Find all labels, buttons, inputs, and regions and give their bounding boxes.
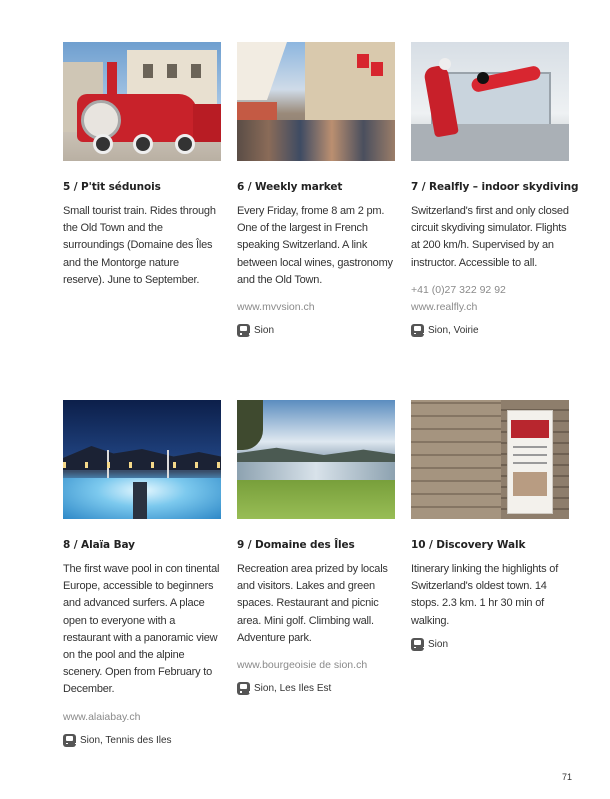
bus-stop-icon: [237, 682, 250, 695]
photo-lake: [237, 400, 395, 519]
card-domaine-des-iles: [237, 400, 395, 695]
photo-market: [237, 42, 395, 161]
bus-stop-icon: [63, 734, 76, 747]
card-description: Every Friday, frome 8 am 2 pm. One of the largest in French speaking Switzerland. A link between local wines, gastronomy and the Old Town.: [237, 205, 393, 286]
card-title: 6 / Weekly market: [237, 181, 343, 193]
card-description: Small tourist train. Rides through the Old Town and the surroundings (Domaine des Îles and the Montorge nature reserve). June to September.: [63, 205, 216, 286]
card-title: 7 / Realfly – indoor skydiving: [411, 181, 579, 193]
photo-skydiving: [411, 42, 569, 161]
card-phone[interactable]: +41 (0)27 322 92 92: [411, 283, 506, 296]
card-description: Itinerary linking the highlights of Switzerland's oldest town. 14 stops. 2.3 km. 1 hr 30 min of walking.: [411, 563, 559, 627]
card-description: The first wave pool in con tinental Europe, accessible to beginners and advanced surfers. A place open to everyone with a restaurant with a panoramic view on the pool and the alpine scenery. Open from February to December.: [63, 563, 220, 696]
card-description: Recreation area prized by locals and visitors. Lakes and green spaces. Restaurant and picnic area. Mini golf. Climbing wall. Adventure park.: [237, 563, 388, 644]
location-label: Sion: [254, 325, 275, 337]
card-title: 5 / P'tit sédunois: [63, 181, 161, 193]
page-number: 71: [562, 772, 573, 782]
location-label: Sion, Les Iles Est: [254, 683, 332, 695]
card-alaia-bay: [63, 400, 221, 747]
location-label: Sion, Tennis des Iles: [80, 734, 172, 746]
card-location: [237, 682, 395, 695]
card-discovery-walk: [411, 400, 569, 651]
location-label: Sion: [428, 638, 449, 650]
card-location: [411, 638, 569, 651]
bus-stop-icon: [411, 638, 424, 651]
card-title: 10 / Discovery Walk: [411, 539, 526, 551]
card-ptit-sedunois: [63, 42, 221, 289]
card-website-link[interactable]: www.bourgeoisie de sion.ch: [237, 659, 368, 672]
card-title: 8 / Alaïa Bay: [63, 539, 135, 551]
photo-tourist-train: [63, 42, 221, 161]
card-website-link[interactable]: www.realfly.ch: [411, 300, 478, 313]
card-title: 9 / Domaine des Îles: [237, 539, 355, 551]
card-location: [63, 734, 221, 747]
bus-stop-icon: [237, 324, 250, 337]
card-description: Switzerland's first and only closed circuit skydiving simulator. Flights at 200 km/h. Supervised by an instructor. Accessible to all.: [411, 205, 569, 269]
photo-wave-pool: [63, 400, 221, 519]
card-website-link[interactable]: www.mvvsion.ch: [237, 301, 315, 314]
card-location: [237, 324, 395, 337]
card-location: [411, 324, 569, 337]
location-label: Sion, Voirie: [428, 324, 479, 336]
card-realfly: [411, 42, 579, 337]
card-weekly-market: [237, 42, 395, 337]
card-website-link[interactable]: www.alaiabay.ch: [63, 710, 141, 723]
photo-info-panel: [411, 400, 569, 519]
bus-stop-icon: [411, 324, 424, 337]
